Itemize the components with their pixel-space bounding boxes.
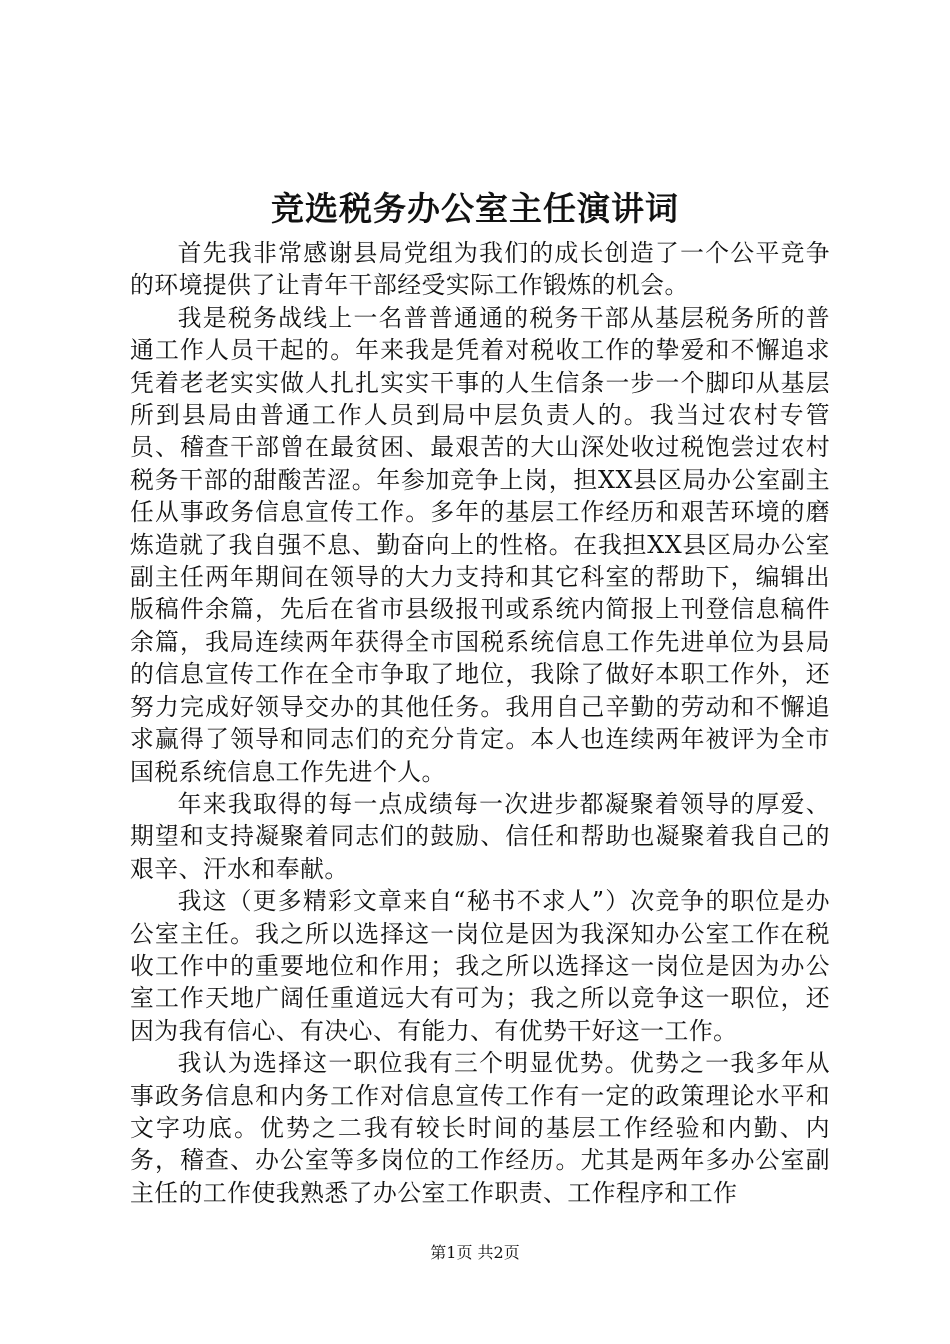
paragraph-3: 年来我取得的每一点成绩每一次进步都凝聚着领导的厚爱、期望和支持凝聚着同志们的鼓励、信任和帮助也凝聚着我自己的艰辛、汗水和奉献。	[130, 789, 830, 883]
paragraph-5: 我认为选择这一职位我有三个明显优势。优势之一我多年从事政务信息和内务工作对信息宣传工作有一定的政策理论水平和文字功底。优势之二我有较长时间的基层工作经验和内勤、内务，稽查、办公室等多岗位的工作经历。尤其是两年多办公室副主任的工作使我熟悉了办公室工作职责、工作程序和工作	[130, 1049, 830, 1207]
paragraph-1: 首先我非常感谢县局党组为我们的成长创造了一个公平竞争的环境提供了让青年干部经受实际工作锻炼的机会。	[130, 239, 830, 300]
paragraph-2: 我是税务战线上一名普普通通的税务干部从基层税务所的普通工作人员干起的。年来我是凭着对税收工作的挚爱和不懈追求凭着老老实实做人扎扎实实干事的人生信条一步一个脚印从基层所到县局由普通工作人员到局中层负责人的。我当过农村专管员、稽查干部曾在最贫困、最艰苦的大山深处收过税饱尝过农村税务干部的甜酸苦涩。年参加竞争上岗，担XX县区局办公室副主任从事政务信息宣传工作。多年的基层工作经历和艰苦环境的磨炼造就了我自强不息、勤奋向上的性格。在我担XX县区局办公室副主任两年期间在领导的大力支持和其它科室的帮助下，编辑出版稿件余篇，先后在省市县级报刊或系统内简报上刊登信息稿件余篇，我局连续两年获得全市国税系统信息工作先进单位为县局的信息宣传工作在全市争取了地位，我除了做好本职工作外，还努力完成好领导交办的其他任务。我用自己辛勤的劳动和不懈追求赢得了领导和同志们的充分肯定。本人也连续两年被评为全市国税系统信息工作先进个人。	[130, 303, 830, 786]
page-number-footer: 第1页 共2页	[430, 1243, 520, 1262]
document-title: 竞选税务办公室主任演讲词	[271, 189, 679, 228]
paragraph-4: 我这（更多精彩文章来自“秘书不求人”）次竞争的职位是办公室主任。我之所以选择这一岗位是因为我深知办公室工作在税收工作中的重要地位和作用；我之所以选择这一岗位是因为办公室工作天地广阔任重道远大有可为；我之所以竞争这一职位，还因为我有信心、有决心、有能力、有优势干好这一工作。	[130, 887, 830, 1045]
document-body	[130, 237, 830, 1209]
